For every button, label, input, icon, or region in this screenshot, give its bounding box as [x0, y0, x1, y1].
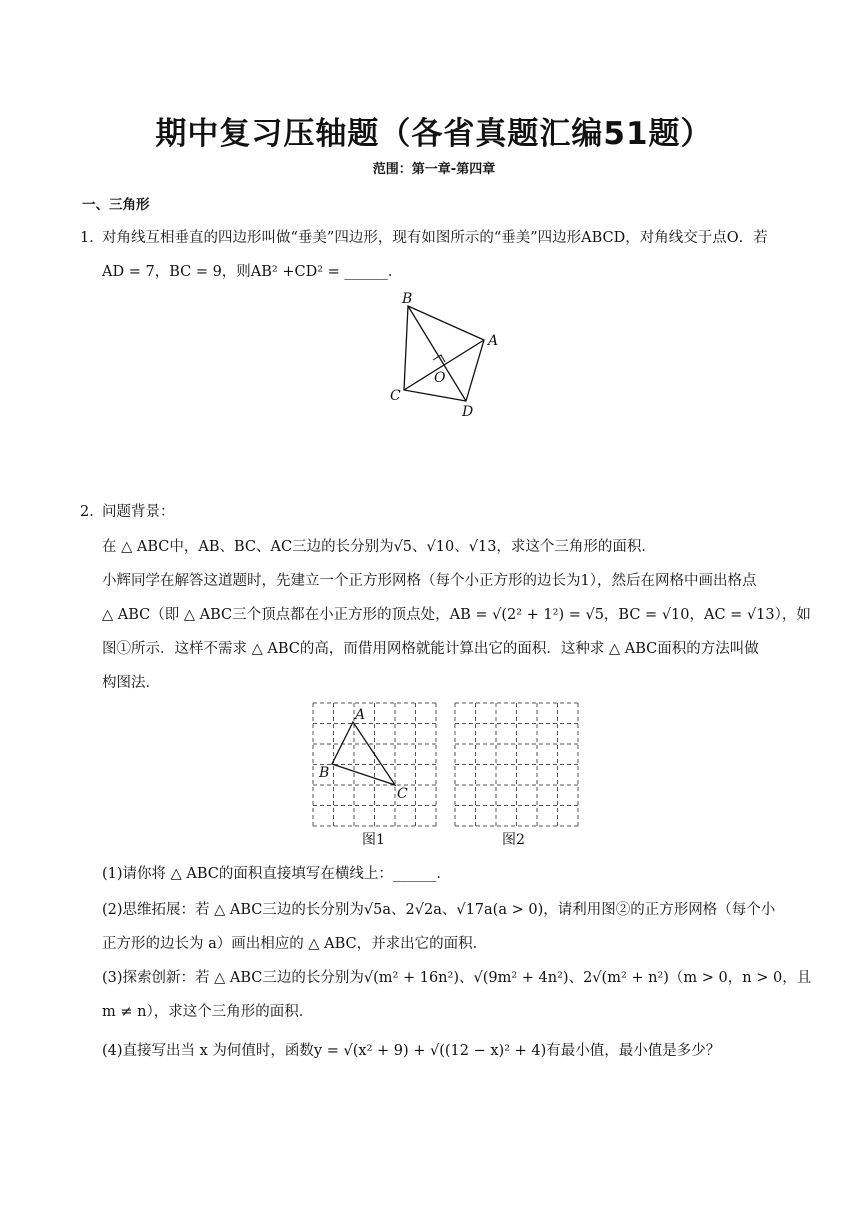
grid-label-a: A — [355, 707, 366, 723]
question-2-background: 问题背景： — [102, 504, 175, 520]
question-2-part-4: (4)直接写出当 x 为何值时，函数y = √(x² + 9) + √((12 − x)² + 4)有最小值，最小值是多少？ — [102, 1043, 721, 1059]
quadrilateral-figure — [380, 288, 520, 423]
grid-figure-1 — [310, 700, 440, 850]
question-2-line-3: △ ABC（即 △ ABC三个顶点都在小正方形的顶点处，AB = √(2² + 1²) = √5，BC = √10，AC = √13），如 — [102, 607, 811, 623]
figure-1-caption: 图1 — [362, 832, 385, 848]
figure-2-caption: 图2 — [502, 832, 525, 848]
question-1-line-2: AD = 7，BC = 9，则AB² +CD² = ______． — [102, 264, 403, 280]
question-2-number: 2． — [80, 504, 104, 520]
grid-label-c: C — [397, 786, 408, 802]
question-1-number: 1． — [80, 230, 104, 246]
question-2-line-4: 图①所示．这样不需求 △ ABC的高，而借用网格就能计算出它的面积．这种求 △ ABC面积的方法叫做 — [102, 641, 759, 657]
page-title: 期中复习压轴题（各省真题汇编51题） — [155, 116, 713, 152]
question-2-line-5: 构图法． — [102, 675, 160, 691]
question-2-part-2-line-1: (2)思维拓展：若 △ ABC三边的长分别为√5a、2√2a、√17a(a > 0)，请利用图②的正方形网格（每个小 — [102, 902, 776, 918]
question-1-line-1: 对角线互相垂直的四边形叫做“垂美”四边形，现有如图所示的“垂美”四边形ABCD，对角线交于点O．若 — [102, 230, 768, 246]
label-a: A — [488, 333, 499, 349]
question-2-part-2-line-2: 正方形的边长为 a）画出相应的 △ ABC，并求出它的面积． — [102, 936, 488, 952]
grid-figure-2 — [452, 700, 582, 850]
right-angle-mark — [433, 355, 445, 362]
page-subtitle: 范围：第一章-第四章 — [372, 162, 496, 177]
diagonal-bd — [408, 306, 466, 401]
label-b: B — [402, 291, 413, 307]
triangle-abc — [332, 722, 395, 785]
question-2-line-1: 在 △ ABC中，AB、BC、AC三边的长分别为√5、√10、√13，求这个三角形的面积． — [102, 539, 656, 555]
question-2-part-1: (1)请你将 △ ABC的面积直接填写在横线上：______． — [102, 866, 451, 882]
label-c: C — [390, 388, 401, 404]
question-2-part-3-line-1: (3)探索创新：若 △ ABC三边的长分别为√(m² + 16n²)、√(9m² + 4n²)、2√(m² + n²)（m > 0，n > 0，且 — [102, 970, 812, 986]
question-2-part-3-line-2: m ≠ n），求这个三角形的面积． — [102, 1004, 314, 1020]
question-2-line-2: 小辉同学在解答这道题时，先建立一个正方形网格（每个小正方形的边长为1），然后在网格中画出格点 — [102, 573, 757, 589]
label-d: D — [462, 404, 474, 420]
section-heading-triangle: 一、三角形 — [82, 197, 150, 213]
grid-label-b: B — [319, 765, 330, 781]
label-o: O — [434, 370, 446, 386]
